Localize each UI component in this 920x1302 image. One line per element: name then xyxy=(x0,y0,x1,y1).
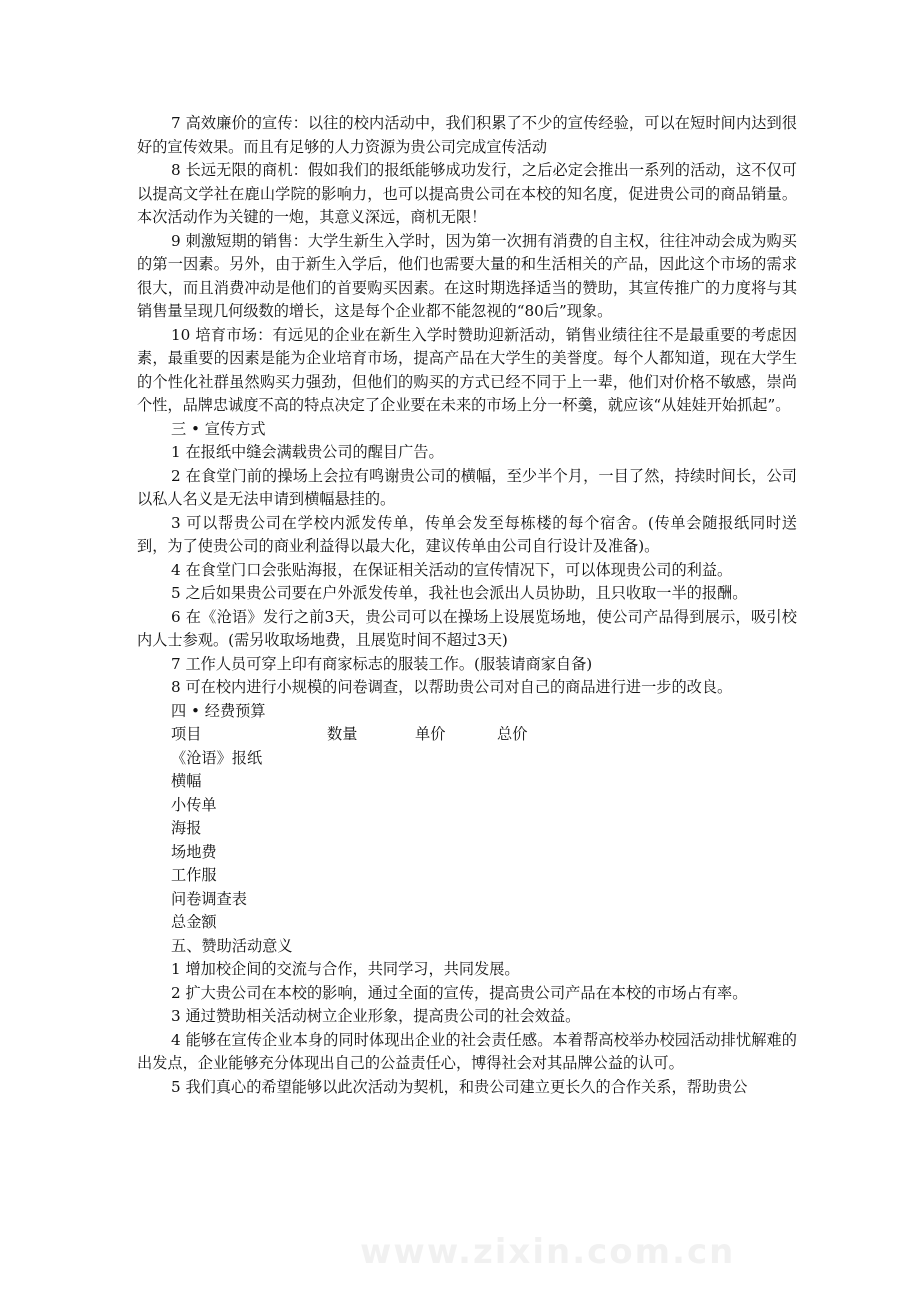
publicity-item-5: 5 之后如果贵公司要在户外派发传单，我社也会派出人员协助，且只收取一半的报酬。 xyxy=(171,584,748,602)
budget-row: 小传单 xyxy=(171,795,217,814)
publicity-item-2: 2 在食堂门前的操场上会拉有鸣谢贵公司的横幅，至少半个月，一目了然，持续时间长，公司以私人名义是无法申请到横幅悬挂的。 xyxy=(137,466,797,508)
budget-row: 场地费 xyxy=(171,842,217,861)
budget-row: 海报 xyxy=(171,819,202,837)
publicity-item-7: 7 工作人员可穿上印有商家标志的服装工作。(服装请商家自备) xyxy=(171,654,593,673)
significance-item-4: 4 能够在宣传企业本身的同时体现出企业的社会责任感。本着帮高校举办校园活动排忧解难的出发点，企业能够充分体现出自己的公益责任心，博得社会对其品牌公益的认可。 xyxy=(137,1030,797,1072)
budget-row: 问卷调查表 xyxy=(171,889,247,908)
publicity-item-3: 3 可以帮贵公司在学校内派发传单，传单会发至每栋楼的每个宿舍。(传单会随报纸同时送到，为了使贵公司的商业利益得以最大化，建议传单由公司自行设计及准备)。 xyxy=(137,513,797,555)
publicity-item-8: 8 可在校内进行小规模的问卷调查，以帮助贵公司对自己的商品进行进一步的改良。 xyxy=(171,678,733,696)
paragraph-10-market-cultivation: 10 培育市场：有远见的企业在新生入学时赞助迎新活动，销售业绩往往不是最重要的考虑因素，最重要的因素是能为企业培育市场，提高产品在大学生的美誉度。每个人都知道，现在大学生的个性化社群虽然购买力强劲，但他们的购买的方式已经不同于上一辈，他们对价格不敏感，崇尚个性，品牌忠诚度不高的特点决定了企业要在未来的市场上分一杯羹，就应该“从娃娃开始抓起”。 xyxy=(137,325,797,414)
section-3-heading: 三 • 宣传方式 xyxy=(171,419,266,438)
budget-col-unit-price: 单价 xyxy=(415,725,446,743)
watermark: www.zixin.com.cn xyxy=(360,1232,736,1272)
budget-row-total: 总金额 xyxy=(171,913,217,931)
significance-item-3: 3 通过赞助相关活动树立企业形象，提高贵公司的社会效益。 xyxy=(171,1007,581,1025)
budget-col-quantity: 数量 xyxy=(327,725,358,743)
publicity-item-4: 4 在食堂门口会张贴海报，在保证相关活动的宣传情况下，可以体现贵公司的利益。 xyxy=(171,560,733,579)
section-5-heading: 五、赞助活动意义 xyxy=(171,936,293,955)
publicity-item-6: 6 在《沧语》发行之前3天，贵公司可以在操场上设展览场地，使公司产品得到展示，吸引校内人士参观。(需另收取场地费，且展览时间不超过3天) xyxy=(137,607,797,649)
significance-item-2: 2 扩大贵公司在本校的影响，通过全面的宣传，提高贵公司产品在本校的市场占有率。 xyxy=(171,983,748,1002)
budget-row: 《沧语》报纸 xyxy=(171,748,263,767)
document-body xyxy=(137,112,797,1099)
significance-item-5: 5 我们真心的希望能够以此次活动为契机，和贵公司建立更长久的合作关系，帮助贵公 xyxy=(171,1077,748,1096)
section-4-heading: 四 • 经费预算 xyxy=(171,701,266,720)
budget-table-header xyxy=(137,723,797,747)
significance-item-1: 1 增加校企间的交流与合作，共同学习，共同发展。 xyxy=(171,960,520,978)
budget-table-rows xyxy=(137,747,797,935)
publicity-item-1: 1 在报纸中缝会满载贵公司的醒目广告。 xyxy=(171,443,444,461)
budget-row: 工作服 xyxy=(171,866,217,884)
paragraph-8-business-opportunity: 8 长远无限的商机：假如我们的报纸能够成功发行，之后必定会推出一系列的活动，这不仅可以提高文学社在鹿山学院的影响力，也可以提高贵公司在本校的知名度，促进贵公司的商品销量。本次活动作为关键的一炮，其意义深远，商机无限！ xyxy=(137,161,797,226)
budget-col-total-price: 总价 xyxy=(497,725,528,743)
paragraph-9-short-term-sales: 9 刺激短期的销售：大学生新生入学时，因为第一次拥有消费的自主权，往往冲动会成为购买的第一因素。另外，由于新生入学后，他们也需要大量的和生活相关的产品，因此这个市场的需求很大，而且消费冲动是他们的首要购买因素。在这时期选择适当的赞助，其宣传推广的力度将与其销售量呈现几何级数的增长，这是每个企业都不能忽视的“80后”现象。 xyxy=(137,231,797,320)
budget-row: 横幅 xyxy=(171,772,202,790)
budget-col-item: 项目 xyxy=(171,725,202,743)
paragraph-7-publicity: 7 高效廉价的宣传：以往的校内活动中，我们积累了不少的宣传经验，可以在短时间内达到很好的宣传效果。而且有足够的人力资源为贵公司完成宣传活动 xyxy=(137,114,797,156)
